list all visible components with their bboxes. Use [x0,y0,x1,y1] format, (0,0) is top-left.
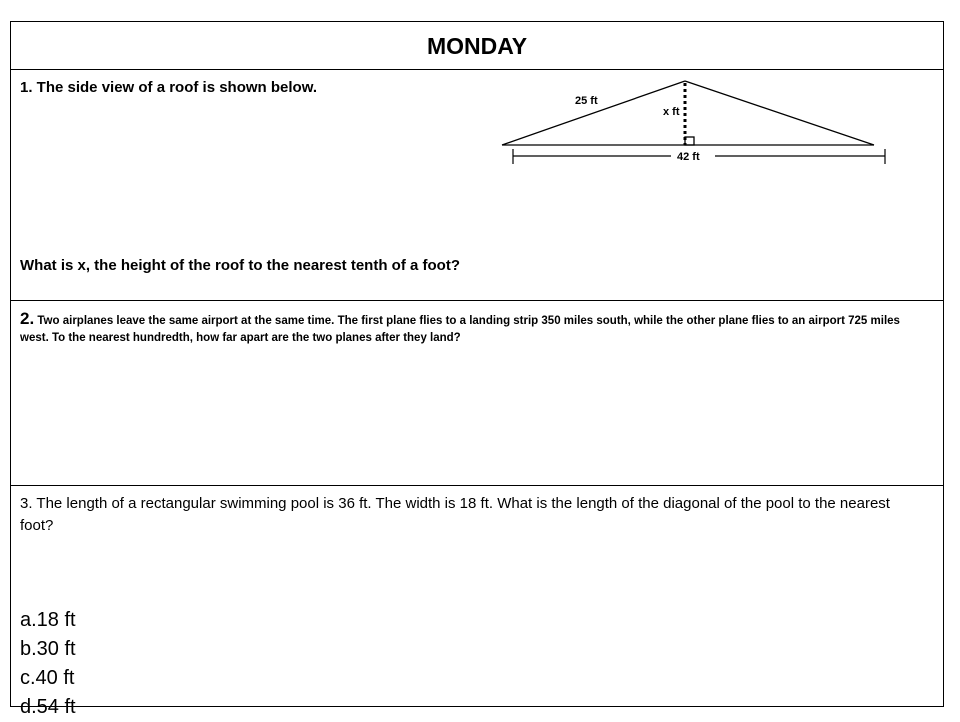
question-1-question: What is x, the height of the roof to the nearest tenth of a foot? [20,257,460,274]
height-label: x ft [663,106,680,118]
slant-label: 25 ft [575,95,598,107]
roof-right-slope [685,81,874,145]
question-2-text [20,310,923,347]
question-1-cell [11,70,943,301]
choice-a: a.18 ft [20,609,76,631]
question-2-cell [11,301,943,486]
question-3-text: 3. The length of a rectangular swimming pool is 36 ft. The width is 18 ft. What is the length of the diagonal of the pool to the nearest foot? [20,495,890,534]
question-1-prompt: 1. The side view of a roof is shown below. [20,79,317,96]
base-label: 42 ft [677,151,700,163]
choice-b: b.30 ft [20,638,76,660]
roof-left-slope [502,81,685,145]
choice-c: c.40 ft [20,667,75,689]
question-2-body: Two airplanes leave the same airport at the same time. The first plane flies to a landing strip 350 miles south, while the other plane flies to an airport 725 miles west. To the nearest hundredth, how far apart are the two planes after they land? [20,315,900,344]
page-title: MONDAY [426,33,528,59]
title-row [11,22,943,70]
roof-diagram [499,78,899,178]
question-2-number: 2. [20,309,35,328]
question-3-cell [11,486,943,718]
worksheet-table [10,21,944,718]
choice-d: d.54 ft [20,696,76,718]
answer-choices [20,606,76,722]
